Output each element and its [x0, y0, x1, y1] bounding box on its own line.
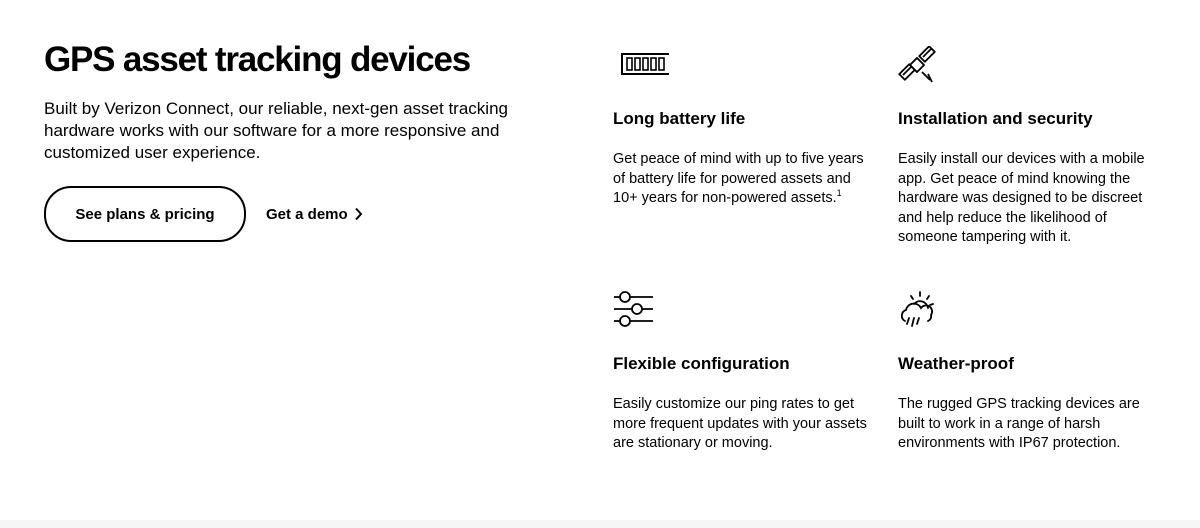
feature-title: Installation and security — [898, 109, 1093, 128]
feature-body: Easily customize our ping rates to get more frequent updates with your assets are stationary or moving. — [613, 396, 867, 451]
hero-section — [44, 40, 524, 242]
section-divider — [0, 520, 1200, 528]
feature-body: The rugged GPS tracking devices are built to work in a range of harsh environments with IP67 protection. — [898, 396, 1140, 451]
feature-installation-security — [898, 46, 1158, 245]
cta-row — [44, 186, 524, 242]
feature-title: Flexible configuration — [613, 354, 790, 373]
get-a-demo-link[interactable] — [266, 206, 363, 223]
feature-title: Long battery life — [613, 109, 746, 128]
hero-description: Built by Verizon Connect, our reliable, next-gen asset tracking hardware works with our software for a more responsive and customized user experience. — [44, 99, 508, 162]
chevron-right-icon — [354, 207, 363, 221]
feature-flexible-configuration — [613, 291, 873, 451]
feature-body: Easily install our devices with a mobile app. Get peace of mind knowing the hardware was designed to be discreet and help reduce the likelihood of someone tampering with it. — [898, 151, 1145, 245]
feature-weather-proof — [898, 291, 1158, 451]
sliders-icon — [613, 291, 653, 331]
feature-long-battery-life — [613, 46, 873, 206]
feature-title: Weather-proof — [898, 354, 1014, 373]
get-a-demo-label: Get a demo — [266, 205, 348, 223]
feature-body: Get peace of mind with up to five years of battery life for powered assets and 10+ years for non-powered assets.$^1$ — [613, 151, 864, 206]
page-title: GPS asset tracking devices — [44, 40, 470, 79]
battery-icon — [613, 46, 669, 86]
weather-icon — [898, 291, 938, 331]
see-plans-pricing-button[interactable]: See plans & pricing — [44, 186, 246, 242]
satellite-icon — [898, 46, 938, 86]
footnote-marker[interactable]: 1 — [836, 188, 842, 199]
